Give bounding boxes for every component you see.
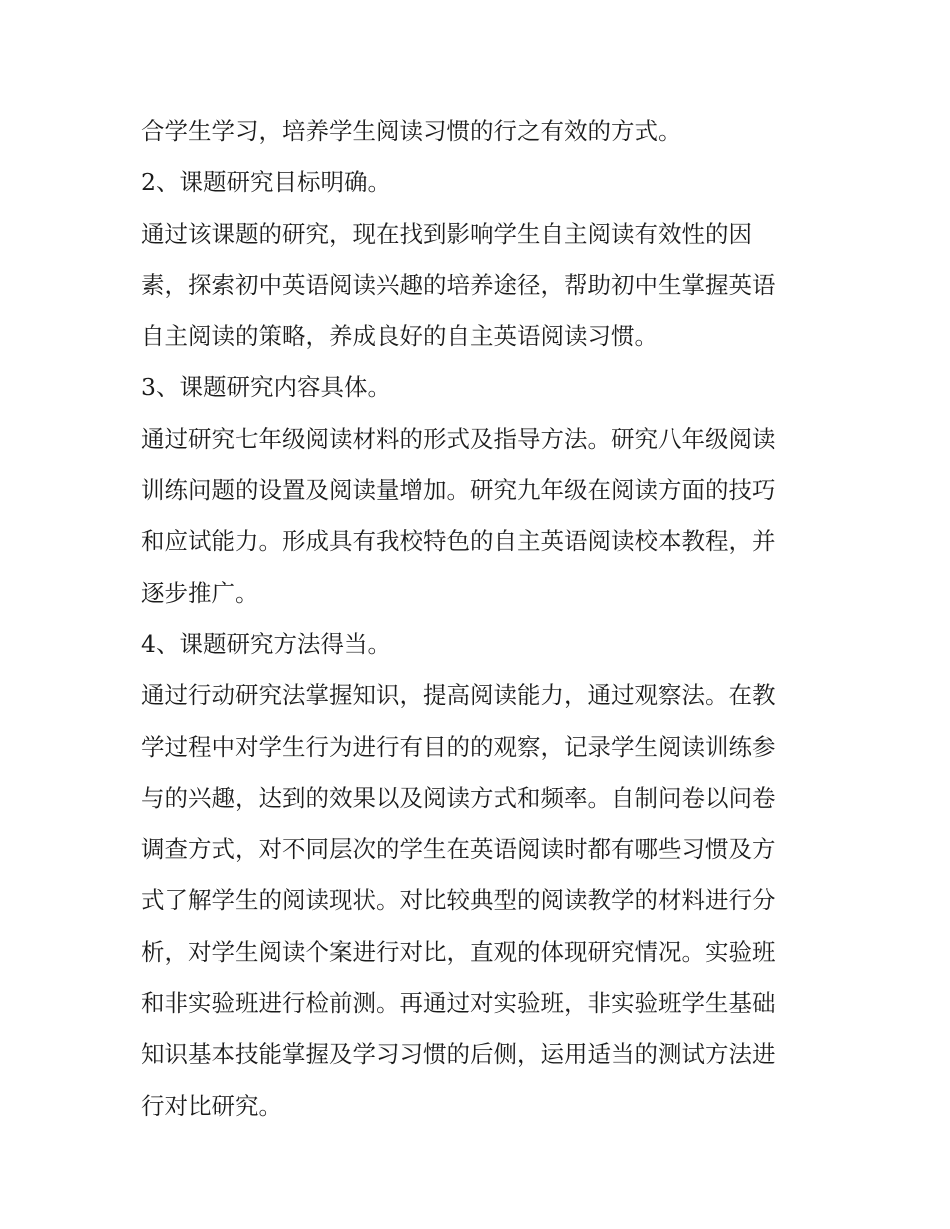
paragraph-line: 自主阅读的策略，养成良好的自主英语阅读习惯。	[141, 322, 658, 351]
paragraph-line: 学过程中对学生行为进行有目的的观察，记录学生阅读训练参	[141, 732, 776, 761]
paragraph-line: 逐步推广。	[141, 578, 259, 607]
paragraph-line: 式了解学生的阅读现状。对比较典型的阅读教学的材料进行分	[141, 886, 776, 915]
paragraph-line: 素，探索初中英语阅读兴趣的培养途径，帮助初中生掌握英语	[141, 270, 776, 299]
paragraph-line: 训练问题的设置及阅读量增加。研究九年级在阅读方面的技巧	[141, 476, 776, 505]
paragraph-line: 和非实验班进行检前测。再通过对实验班，非实验班学生基础	[141, 989, 776, 1018]
paragraph-line: 和应试能力。形成具有我校特色的自主英语阅读校本教程，并	[141, 527, 776, 556]
paragraph-line: 通过行动研究法掌握知识，提高阅读能力，通过观察法。在教	[141, 681, 776, 710]
document-body	[141, 106, 821, 1132]
paragraph-line: 知识基本技能掌握及学习习惯的后侧，运用适当的测试方法进	[141, 1040, 776, 1069]
section-heading-methods: 4、课题研究方法得当。	[141, 629, 391, 658]
paragraph-line: 行对比研究。	[141, 1091, 282, 1120]
paragraph-line: 与的兴趣，达到的效果以及阅读方式和频率。自制问卷以问卷	[141, 783, 776, 812]
paragraph-line: 合学生学习，培养学生阅读习惯的行之有效的方式。	[141, 117, 682, 145]
paragraph-line: 通过研究七年级阅读材料的形式及指导方法。研究八年级阅读	[141, 424, 776, 453]
paragraph-line: 通过该课题的研究，现在找到影响学生自主阅读有效性的因	[141, 219, 752, 248]
section-heading-content: 3、课题研究内容具体。	[141, 373, 391, 402]
paragraph-line: 析，对学生阅读个案进行对比，直观的体现研究情况。实验班	[141, 937, 776, 966]
paragraph-line: 调查方式，对不同层次的学生在英语阅读时都有哪些习惯及方	[141, 835, 776, 864]
section-heading-goals: 2、课题研究目标明确。	[141, 168, 391, 197]
